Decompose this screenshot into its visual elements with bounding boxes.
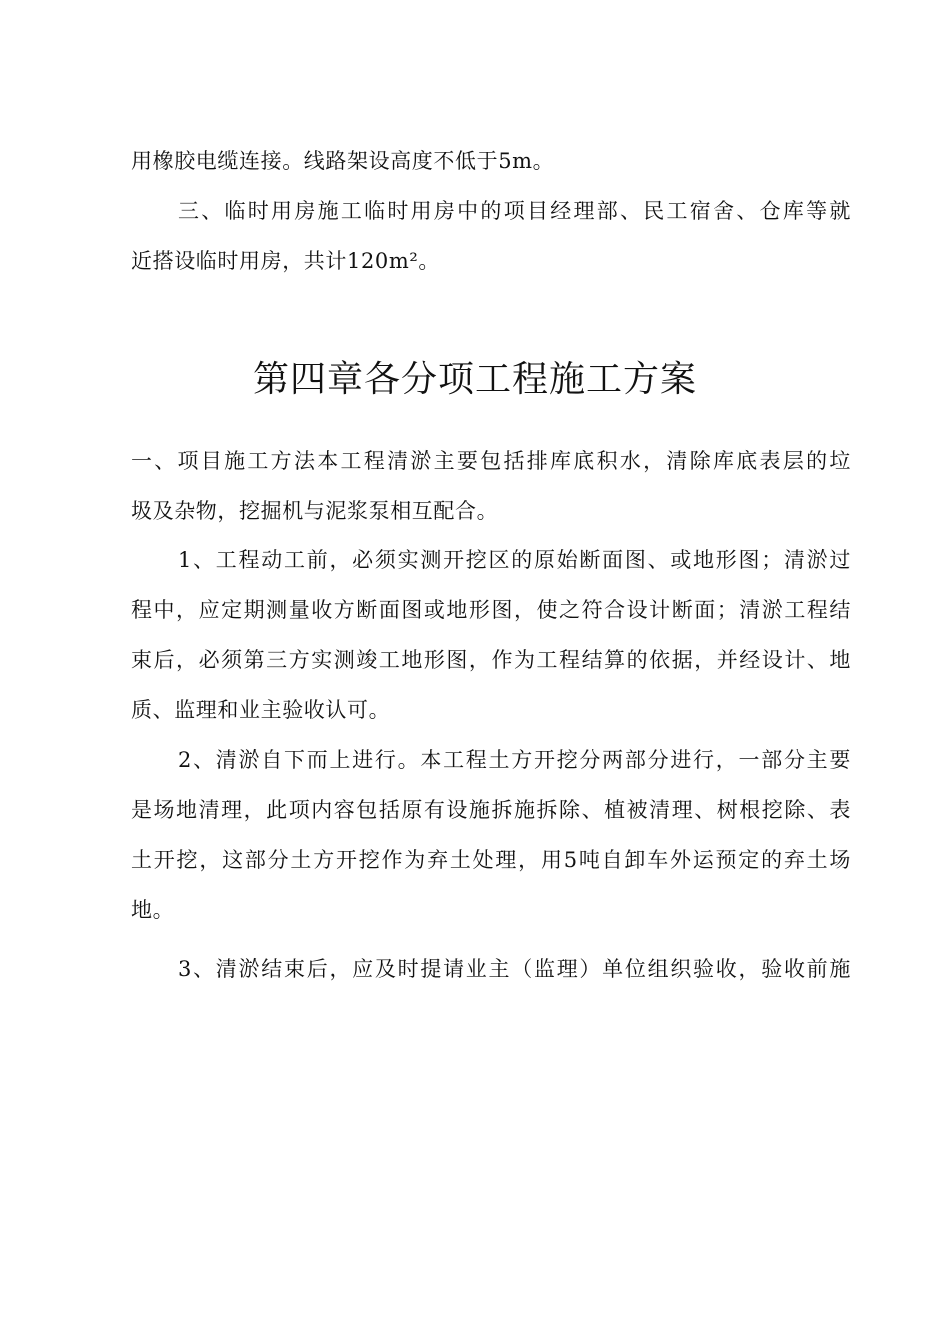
- paragraph-line: 三、临时用房施工临时用房中的项目经理部、民工宿舍、仓库等就: [178, 199, 851, 223]
- paragraph-line: 是场地清理，此项内容包括原有设施拆施拆除、植被清理、树根挖除、表: [131, 798, 851, 822]
- paragraph-line: 1、工程动工前，必须实测开挖区的原始断面图、或地形图；清淤过: [178, 548, 851, 572]
- paragraph-line: 土开挖，这部分土方开挖作为弃土处理，用5吨自卸车外运预定的弃土场: [131, 848, 851, 872]
- paragraph-line: 3、清淤结束后，应及时提请业主（监理）单位组织验收，验收前施: [178, 957, 851, 981]
- paragraph-line: 质、监理和业主验收认可。: [131, 698, 391, 722]
- paragraph-line: 近搭设临时用房，共计120m²。: [131, 249, 441, 273]
- paragraph-line: 2、清淤自下而上进行。本工程土方开挖分两部分进行，一部分主要: [178, 748, 851, 772]
- paragraph-line: 圾及杂物，挖掘机与泥浆泵相互配合。: [131, 499, 499, 523]
- chapter-title: 第四章各分项工程施工方案: [252, 359, 697, 401]
- paragraph-line: 程中，应定期测量收方断面图或地形图，使之符合设计断面；清淤工程结: [131, 598, 851, 622]
- paragraph-line: 一、项目施工方法本工程清淤主要包括排库底积水，清除库底表层的垃: [131, 449, 851, 473]
- paragraph-line: 用橡胶电缆连接。线路架设高度不低于5m。: [131, 149, 555, 173]
- paragraph-line: 束后，必须第三方实测竣工地形图，作为工程结算的依据，并经设计、地: [131, 648, 851, 672]
- paragraph-line: 地。: [131, 898, 175, 922]
